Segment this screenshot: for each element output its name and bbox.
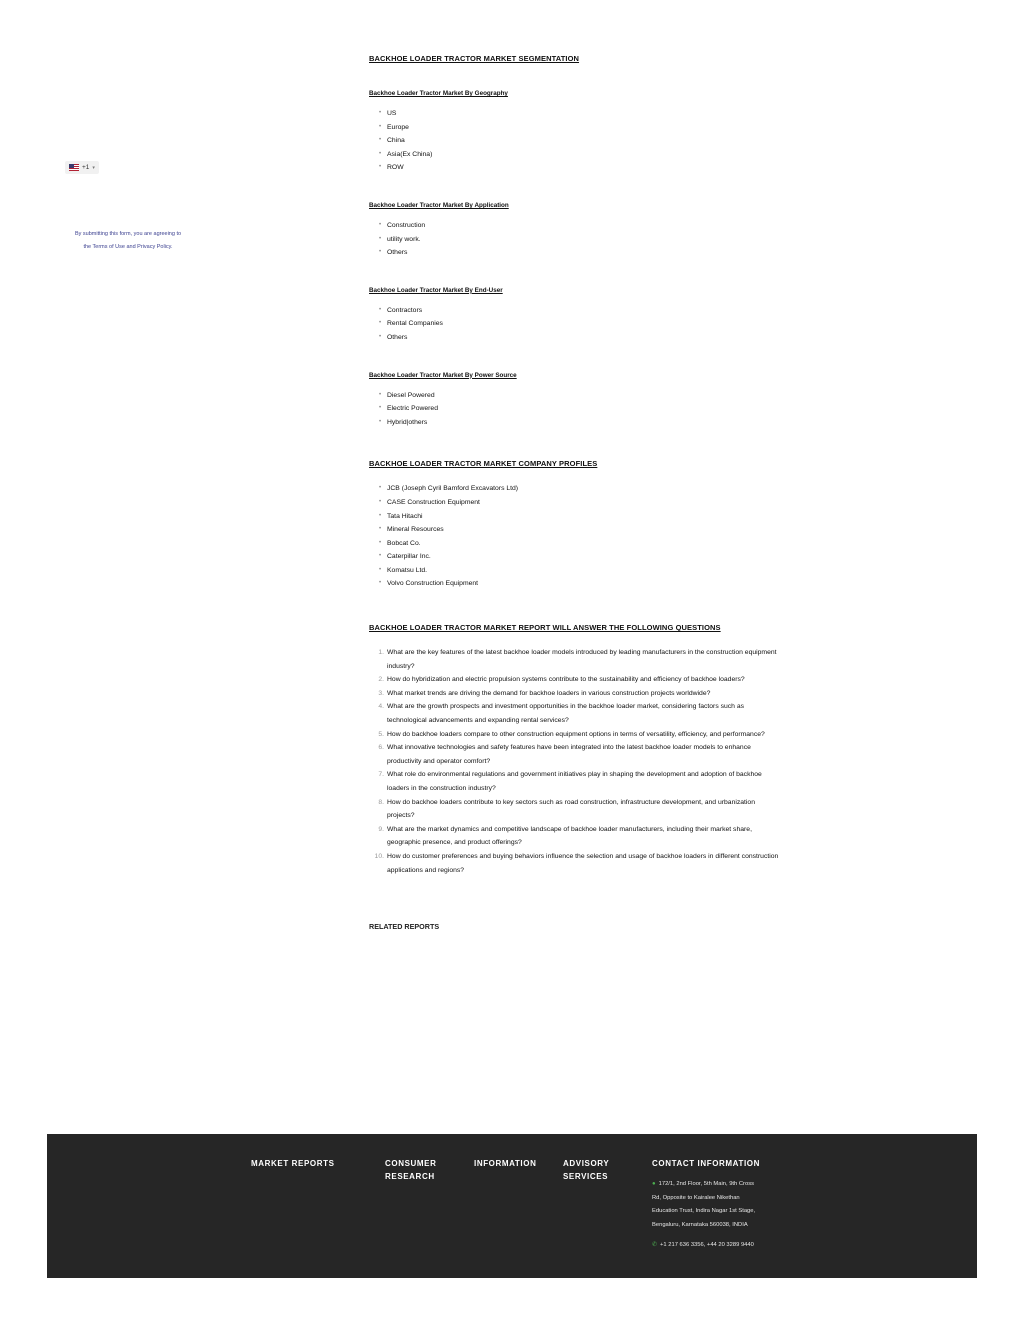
list-item: • China (369, 134, 779, 148)
list-item: • JCB (Joseph Cyril Bamford Excavators Ltd) (369, 482, 779, 496)
phone-code: +1 (82, 164, 90, 171)
address-line (652, 1178, 782, 1192)
list-item: • Construction (369, 219, 779, 233)
footer-consumer-research[interactable] (385, 1157, 436, 1183)
address-line: Bengaluru, Karnataka 560038, INDIA (652, 1221, 748, 1228)
segmentation-title: BACKHOE LOADER TRACTOR MARKET SEGMENTATION (369, 54, 580, 63)
address-line-text: 172/1, 2nd Floor, 5th Main, 9th Cross (658, 1181, 755, 1187)
list-item: • Others (369, 331, 779, 345)
consent-line: the Terms of Use and Privacy Policy. (83, 244, 173, 250)
list-item: • Others (369, 246, 779, 260)
footer-advisory-services[interactable] (563, 1157, 609, 1183)
list-item: • Diesel Powered (369, 389, 779, 403)
questions-list (369, 646, 779, 877)
list-item: • Electric Powered (369, 402, 779, 416)
questions-title: BACKHOE LOADER TRACTOR MARKET REPORT WILL ANSWER THE FOLLOWING QUESTIONS (369, 623, 721, 633)
question-item: What role do environmental regulations and government initiatives play in shaping the development and adoption of backhoe loaders in the construction industry? (387, 771, 762, 792)
phone-country-select[interactable] (65, 161, 99, 174)
power-source-list (369, 389, 779, 430)
footer-advisory-line1: ADVISORY (563, 1159, 610, 1168)
footer-contact-title: CONTACT INFORMATION (652, 1159, 760, 1168)
footer-advisory-line2: SERVICES (563, 1172, 609, 1181)
phone-icon: ✆ (652, 1242, 658, 1249)
list-item: • utility work. (369, 233, 779, 247)
consent-notice (68, 228, 188, 254)
footer-information[interactable]: INFORMATION (474, 1159, 537, 1168)
list-item: • Contractors (369, 304, 779, 318)
geography-list (369, 107, 779, 175)
phone-numbers: +1 217 636 3356, +44 20 3289 9440 (660, 1242, 754, 1249)
list-item: • Rental Companies (369, 317, 779, 331)
us-flag-icon (69, 164, 79, 171)
end-user-list (369, 304, 779, 345)
question-item: What are the market dynamics and competitive landscape of backhoe loader manufacturers, including their market share, geographic presence, and product offerings? (387, 825, 752, 847)
profiles-list (369, 482, 779, 591)
question-item: What are the growth prospects and investment opportunities in the backhoe loader market, considering factors such as technological advancements and expanding rental services? (387, 703, 745, 725)
footer-market-reports[interactable]: MARKET REPORTS (251, 1159, 335, 1168)
related-reports-title: RELATED REPORTS (369, 922, 440, 932)
list-item: • Komatsu Ltd. (369, 564, 779, 578)
consent-line: By submitting this form, you are agreeing to (74, 231, 182, 237)
question-item: How do backhoe loaders contribute to key sectors such as road construction, infrastructure development, and urbanization projects? (387, 798, 755, 820)
list-item: • Caterpillar Inc. (369, 550, 779, 564)
list-item: • US (369, 107, 779, 121)
contact-details (652, 1178, 782, 1253)
main-content (369, 54, 779, 931)
list-item: • Hybrid|others (369, 416, 779, 430)
list-item: • Europe (369, 121, 779, 135)
footer-consumer-line2: RESEARCH (385, 1172, 435, 1181)
footer-consumer-line1: CONSUMER (385, 1159, 437, 1168)
chevron-down-icon: ▾ (92, 164, 95, 171)
list-item: • Mineral Resources (369, 523, 779, 537)
profiles-title: BACKHOE LOADER TRACTOR MARKET COMPANY PROFILES (369, 459, 598, 469)
question-item: How do hybridization and electric propulsion systems contribute to the sustainability and efficiency of backhoe loaders? (387, 676, 745, 684)
list-item: • ROW (369, 161, 779, 175)
list-item: • Tata Hitachi (369, 510, 779, 524)
map-pin-icon: ● (652, 1181, 656, 1187)
application-heading: Backhoe Loader Tractor Market By Application (369, 201, 509, 209)
address-line: Rd, Opposite to Kairalee Nikethan (652, 1194, 740, 1201)
end-user-heading: Backhoe Loader Tractor Market By End-User (369, 286, 503, 294)
question-item: How do customer preferences and buying behaviors influence the selection and usage of backhoe loaders in different construction applications and regions? (387, 852, 779, 874)
question-item: What are the key features of the latest backhoe loader models introduced by leading manufacturers in the construction equipment industry? (387, 649, 777, 670)
list-item: • Volvo Construction Equipment (369, 577, 779, 591)
list-item: • Bobcat Co. (369, 537, 779, 551)
question-item: What innovative technologies and safety features have been integrated into the latest backhoe loader models to enhance productivity and operator comfort? (387, 744, 751, 765)
list-item: • CASE Construction Equipment (369, 496, 779, 510)
address-line: Education Trust, Indira Nagar 1st Stage, (652, 1208, 756, 1215)
application-list (369, 219, 779, 260)
question-item: What market trends are driving the demand for backhoe loaders in various construction projects worldwide? (387, 689, 711, 697)
power-source-heading: Backhoe Loader Tractor Market By Power Source (369, 371, 517, 379)
geography-heading: Backhoe Loader Tractor Market By Geography (369, 90, 508, 97)
site-footer (47, 1134, 977, 1278)
phone-line[interactable] (652, 1239, 782, 1253)
list-item: • Asia(Ex China) (369, 148, 779, 162)
question-item: How do backhoe loaders compare to other construction equipment options in terms of versatility, efficiency, and performance? (387, 730, 765, 738)
